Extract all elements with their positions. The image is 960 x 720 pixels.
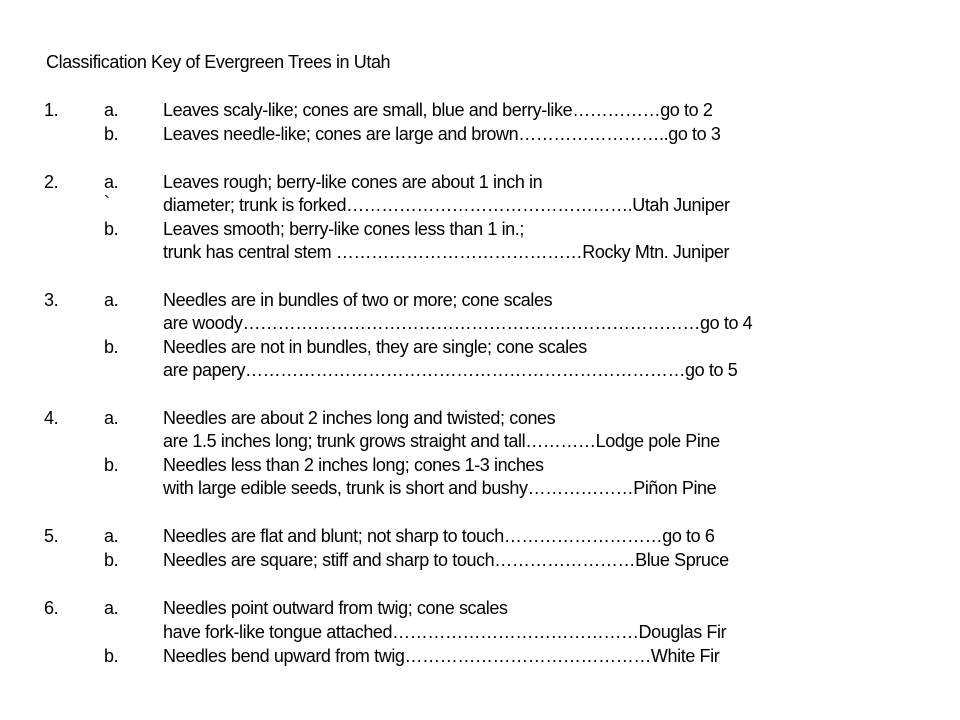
- step-4a-text-line-1: Needles are about 2 inches long and twisted; cones: [163, 408, 556, 428]
- step-2a-text-line-2: diameter; trunk is forked………………………………………….Utah Juniper: [163, 195, 730, 215]
- stray-mark: `: [104, 193, 110, 213]
- step-2a-letter: a.: [104, 172, 119, 192]
- step-2b-letter: b.: [104, 219, 119, 239]
- step-6a-text-line-1: Needles point outward from twig; cone scales: [163, 598, 508, 618]
- step-5-number: 5.: [44, 526, 59, 546]
- step-3a-text-line-1: Needles are in bundles of two or more; cone scales: [163, 290, 553, 310]
- step-5b-letter: b.: [104, 550, 119, 570]
- step-3b-text-line-1: Needles are not in bundles, they are single; cone scales: [163, 337, 587, 357]
- step-1b-letter: b.: [104, 124, 119, 144]
- step-6b-letter: b.: [104, 646, 119, 666]
- step-5a-letter: a.: [104, 526, 119, 546]
- step-2a-text-line-1: Leaves rough; berry-like cones are about 1 inch in: [163, 172, 543, 192]
- step-1b-text: Leaves needle-like; cones are large and brown……………………..go to 3: [163, 124, 721, 144]
- step-4b-text-line-1: Needles less than 2 inches long; cones 1-3 inches: [163, 455, 544, 475]
- step-2-number: 2.: [44, 172, 59, 192]
- step-5a-text: Needles are flat and blunt; not sharp to touch………………………go to 6: [163, 526, 715, 546]
- step-4a-letter: a.: [104, 408, 119, 428]
- step-6b-text: Needles bend upward from twig……………………………………White Fir: [163, 646, 720, 666]
- step-2b-text-line-1: Leaves smooth; berry-like cones less than 1 in.;: [163, 219, 524, 239]
- step-3b-text-line-2: are papery…………………………………………………………………go to 5: [163, 360, 738, 380]
- step-4b-text-line-2: with large edible seeds, trunk is short and bushy………………Piñon Pine: [163, 478, 717, 498]
- step-4b-letter: b.: [104, 455, 119, 475]
- step-1-number: 1.: [44, 100, 59, 120]
- step-1a-text: Leaves scaly-like; cones are small, blue and berry-like……………go to 2: [163, 100, 713, 120]
- step-6a-text-line-2: have fork-like tongue attached……………………………………Douglas Fir: [163, 622, 727, 642]
- step-6a-letter: a.: [104, 598, 119, 618]
- step-2b-text-line-2: trunk has central stem ……………………………………Rocky Mtn. Juniper: [163, 242, 730, 262]
- step-3a-text-line-2: are woody……………………………………………………………………go to 4: [163, 313, 753, 333]
- step-1a-letter: a.: [104, 100, 119, 120]
- step-3b-letter: b.: [104, 337, 119, 357]
- step-5b-text: Needles are square; stiff and sharp to touch……………………Blue Spruce: [163, 550, 729, 570]
- step-3a-letter: a.: [104, 290, 119, 310]
- document-title: Classification Key of Evergreen Trees in Utah: [46, 52, 391, 72]
- step-3-number: 3.: [44, 290, 59, 310]
- step-4a-text-line-2: are 1.5 inches long; trunk grows straight and tall…………Lodge pole Pine: [163, 431, 720, 451]
- step-4-number: 4.: [44, 408, 59, 428]
- step-6-number: 6.: [44, 598, 59, 618]
